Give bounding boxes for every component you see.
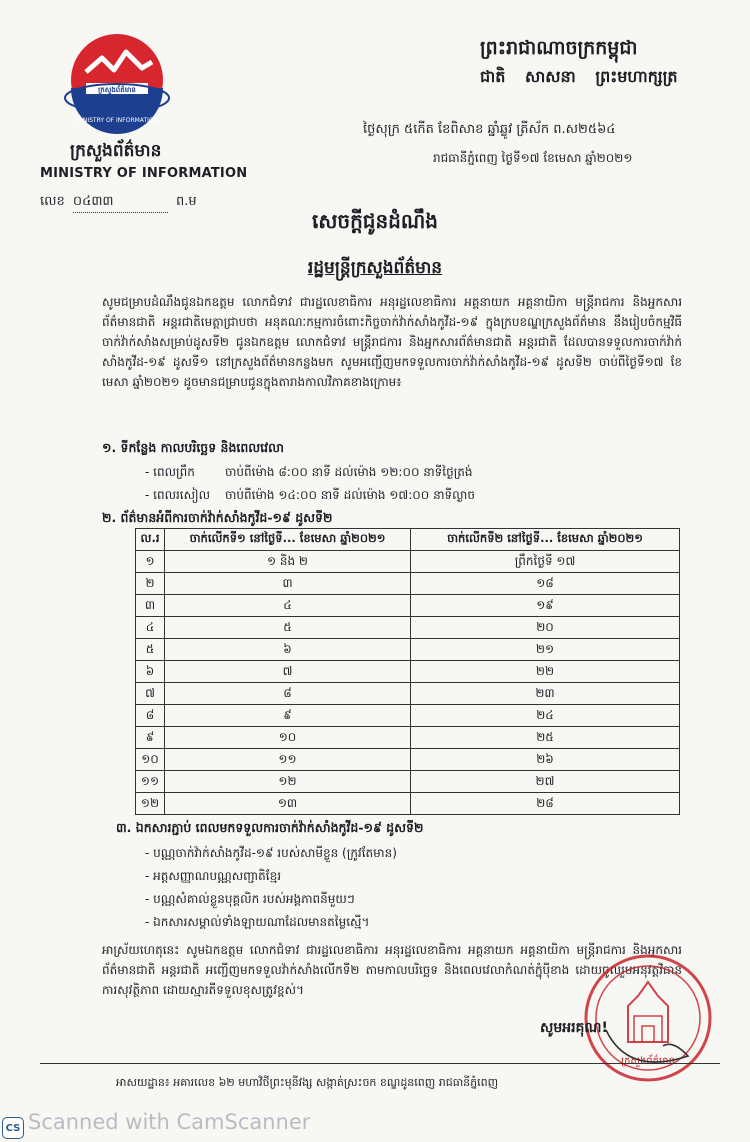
ref-suffix: ព.ម bbox=[176, 194, 197, 209]
svg-text:MINISTRY OF INFORMATION: MINISTRY OF INFORMATION bbox=[75, 117, 159, 124]
list-item: - បណ្ណសំគាល់ខ្លួនបុគ្គលិក របស់អង្គភាពនីមួយៗ bbox=[145, 892, 355, 906]
first-dose-cell: ៦ bbox=[165, 639, 411, 661]
list-item: - អត្តសញ្ញាណបណ្ណសញ្ជាតិខ្មែរ bbox=[145, 869, 281, 883]
vaccination-table bbox=[135, 528, 680, 815]
ministry-name-english: MINISTRY OF INFORMATION bbox=[40, 166, 248, 181]
second-dose-cell: ២២ bbox=[411, 661, 680, 683]
schedule-morning-label: - ពេលព្រឹក bbox=[145, 465, 195, 479]
solar-date: រាជធានីភ្នំពេញ ថ្ងៃទី១៧ ខែមេសា ឆ្នាំ២០២១ bbox=[433, 151, 633, 165]
second-dose-cell: ២១ bbox=[411, 639, 680, 661]
national-motto: ជាតិ សាសនា ព្រះមហាក្សត្រ bbox=[480, 67, 678, 86]
second-dose-cell: ២៥ bbox=[411, 727, 680, 749]
closing-paragraph: អាស្រ័យហេតុនេះ សូមឯកឧត្តម លោកជំទាវ ជារដ្ឋលេខាធិការ អនុរដ្ឋលេខាធិការ អគ្គនាយក អគ្គនាយិកា មន្ត្រីរាជការ និងអ្នកសារព័ត៌មានជាតិ អន្តរជាតិ អញ្ជើញមកទទួលវ៉ាក់សាំងលើកទី២ តាមកាលបរិច្ឆេទ និងពេលវេលាកំណត់ក្នុំប៉ីខាង ដោយចូលរួមអនុវត្តវិធានការសុវត្ថិភាព ដោយស្មារតីទទួលខុសត្រូវខ្ពស់។ bbox=[102, 943, 682, 997]
section2-heading: ២. ព័ត៌មានអំពីការចាក់វ៉ាក់សាំងកូវីដ-១៩ ដូសទី២ bbox=[102, 510, 333, 525]
scanner-watermark: Scanned with CamScanner bbox=[28, 1110, 311, 1134]
first-dose-cell: ៥ bbox=[165, 617, 411, 639]
table-row bbox=[136, 771, 680, 793]
ref-prefix: លេខ bbox=[40, 194, 65, 209]
first-dose-cell: ១០ bbox=[165, 727, 411, 749]
second-dose-cell: ២៨ bbox=[411, 793, 680, 815]
lunar-date: ថ្ងៃសុក្រ ៥កើត ខែពិសាខ ឆ្នាំឆ្លូវ ត្រីស័ក ព.ស២៥៦៤ bbox=[363, 122, 616, 137]
first-dose-cell: ៤ bbox=[165, 595, 411, 617]
camscanner-icon: CS bbox=[2, 1117, 24, 1139]
table-body bbox=[136, 551, 680, 815]
second-dose-cell: ១៩ bbox=[411, 595, 680, 617]
header-no: ល.រ bbox=[136, 529, 165, 551]
first-dose-cell: ១៣ bbox=[165, 793, 411, 815]
table-header-row bbox=[136, 529, 680, 551]
thanks-signature: សូមអរគុណ! bbox=[540, 1020, 608, 1036]
header-second-dose: ចាក់លើកទី២ នៅថ្ងៃទី... ខែមេសា ឆ្នាំ២០២១ bbox=[411, 529, 680, 551]
table-row bbox=[136, 727, 680, 749]
row-number-cell: ៣ bbox=[136, 595, 165, 617]
second-dose-cell: ព្រឹកថ្ងៃទី ១៧ bbox=[411, 551, 680, 573]
row-number-cell: ៧ bbox=[136, 683, 165, 705]
svg-text:ក្រសួងព័ត៌មាន: ក្រសួងព័ត៌មាន bbox=[98, 86, 136, 94]
table-row bbox=[136, 617, 680, 639]
schedule-afternoon-label: - ពេលរសៀល bbox=[145, 488, 211, 502]
table-row bbox=[136, 705, 680, 727]
row-number-cell: ៤ bbox=[136, 617, 165, 639]
table-row bbox=[136, 793, 680, 815]
list-item: - ឯកសារសម្គាល់ទាំងឡាយណាដែលមានតម្លៃស្មើ។ bbox=[145, 915, 370, 929]
table-row bbox=[136, 683, 680, 705]
second-dose-cell: ២៣ bbox=[411, 683, 680, 705]
ref-number: ០៤៣៣ bbox=[73, 193, 168, 213]
table-row bbox=[136, 573, 680, 595]
row-number-cell: ៦ bbox=[136, 661, 165, 683]
intro-paragraph: សូមជម្រាបដំណឹងជូនឯកឧត្តម លោកជំទាវ ជារដ្ឋលេខាធិការ អនុរដ្ឋលេខាធិការ អគ្គនាយក អគ្គនាយិកា មន្ត្រីរាជការ និងអ្នកសារព័ត៌មានជាតិ អន្តរជាតិមេត្តាជ្រាបថា អនុគណៈកម្មការចំពោះកិច្ចចាក់វ៉ាក់សាំងកូវីដ-១៩ ក្នុងក្របខណ្ឌក្រសួងព័ត៌មាន នឹងរៀបចំកម្មវិធីចាក់វ៉ាក់សាំងសម្រាប់ដូសទី២ ជូនឯកឧត្តម លោកជំទាវ មន្ត្រីរាជការ និងអ្នកសារព័ត៌មានជាតិ អន្តរជាតិ ដែលបានទទួលការចាក់វ៉ាក់សាំងកូវីដ-១៩ ដូសទី១ នៅក្រសួងព័ត៌មានកន្លងមក សូមអញ្ជើញមកទទួលការចាក់វ៉ាក់សាំងកូវីដ-១៩ ដូសទី២ ចាប់ពីថ្ងៃទី១៧ ខែមេសា ឆ្នាំ២០២១ ដូចមានជម្រាបជូនក្នុងតារាងកាលវិភាគខាងក្រោម៖ bbox=[102, 295, 682, 389]
first-dose-cell: ៩ bbox=[165, 705, 411, 727]
first-dose-cell: ៨ bbox=[165, 683, 411, 705]
second-dose-cell: ២០ bbox=[411, 617, 680, 639]
second-dose-cell: ១៨ bbox=[411, 573, 680, 595]
schedule-morning-time: ចាប់ពីម៉ោង ៨:០០ នាទី ដល់ម៉ោង ១២:០០ នាទីថ្ងៃត្រង់ bbox=[225, 465, 473, 479]
section3-heading: ៣. ឯកសារភ្ជាប់ ពេលមកទទួលការចាក់វ៉ាក់សាំងកូវីដ-១៩ ដូសទី២ bbox=[116, 820, 424, 835]
ministry-name-khmer: ក្រសួងព័ត៌មាន bbox=[70, 141, 162, 161]
first-dose-cell: ១២ bbox=[165, 771, 411, 793]
row-number-cell: ៨ bbox=[136, 705, 165, 727]
second-dose-cell: ២៦ bbox=[411, 749, 680, 771]
row-number-cell: ២ bbox=[136, 573, 165, 595]
table-row bbox=[136, 639, 680, 661]
ministry-logo bbox=[62, 28, 172, 138]
table-row bbox=[136, 595, 680, 617]
list-item: - បណ្ណចាក់វ៉ាក់សាំងកូវីដ-១៩ របស់សាមីខ្លួន (ក្រូវតែមាន) bbox=[145, 846, 397, 860]
table-row bbox=[136, 551, 680, 573]
schedule-morning bbox=[145, 464, 473, 482]
first-dose-cell: ៧ bbox=[165, 661, 411, 683]
footer-address: អាសយដ្ឋាន៖ អគារលេខ ៦២ មហាវិថីព្រះមុនីវង្ស សង្កាត់ស្រះចក ខណ្ឌដូនពេញ រាជធានីភ្នំពេញ bbox=[116, 1076, 499, 1089]
row-number-cell: ១០ bbox=[136, 749, 165, 771]
table-row bbox=[136, 661, 680, 683]
second-dose-cell: ២៧ bbox=[411, 771, 680, 793]
stamp-text: ក្រសួងព័ត៌មាន bbox=[621, 1056, 675, 1067]
schedule-afternoon-time: ចាប់ពីម៉ោង ១៤:០០ នាទី ដល់ម៉ោង ១៧:០០ នាទីល្ងាច bbox=[225, 488, 475, 502]
schedule-afternoon bbox=[145, 487, 475, 505]
table-row bbox=[136, 749, 680, 771]
section1-heading: ១. ទីកន្លែង កាលបរិច្ឆេទ និងពេលវេលា bbox=[102, 440, 284, 455]
document-title: សេចក្ដីជូនដំណឹង bbox=[312, 209, 438, 233]
document-subtitle: រដ្ឋមន្ត្រីក្រសួងព័ត៌មាន bbox=[307, 258, 443, 278]
first-dose-cell: ១ និង ២ bbox=[165, 551, 411, 573]
row-number-cell: ៥ bbox=[136, 639, 165, 661]
first-dose-cell: ១១ bbox=[165, 749, 411, 771]
required-documents-list bbox=[145, 842, 397, 934]
row-number-cell: ៩ bbox=[136, 727, 165, 749]
footer-divider bbox=[40, 1063, 720, 1064]
row-number-cell: ១ bbox=[136, 551, 165, 573]
kingdom-heading: ព្រះរាជាណាចក្រកម្ពុជា bbox=[480, 37, 638, 59]
first-dose-cell: ៣ bbox=[165, 573, 411, 595]
second-dose-cell: ២៤ bbox=[411, 705, 680, 727]
header-first-dose: ចាក់លើកទី១ នៅថ្ងៃទី... ខែមេសា ឆ្នាំ២០២១ bbox=[165, 529, 411, 551]
row-number-cell: ១២ bbox=[136, 793, 165, 815]
row-number-cell: ១១ bbox=[136, 771, 165, 793]
